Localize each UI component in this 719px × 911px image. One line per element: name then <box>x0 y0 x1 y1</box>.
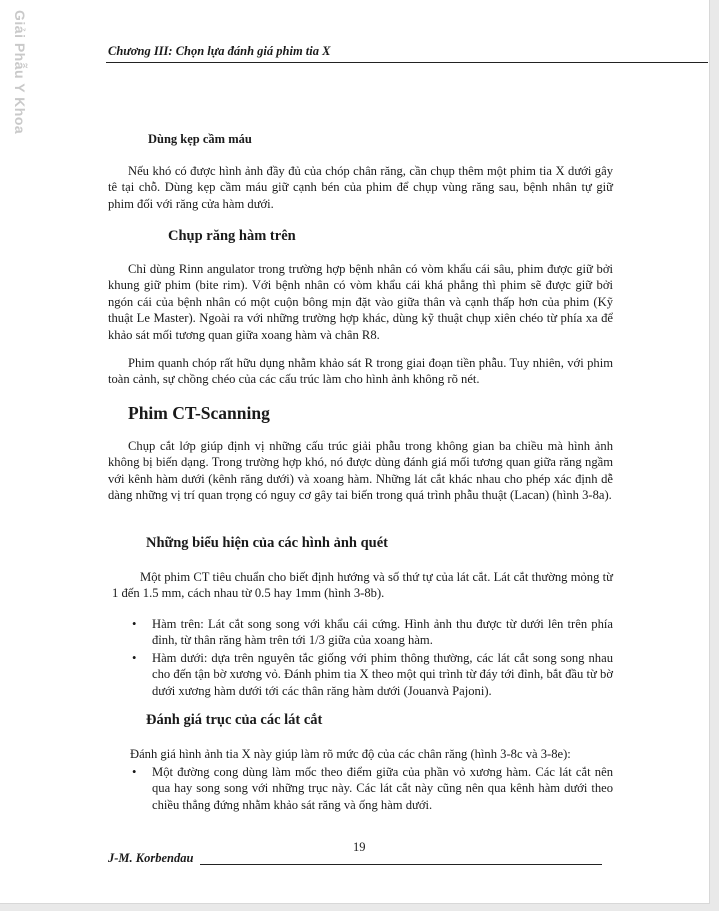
paragraph-clamp: Nếu khó có được hình ảnh đầy đủ của chóp chân răng, cần chụp thêm một phim tia X dưới gây tê tại chỗ. Dùng kẹp cầm máu giữ cạnh bén của phim để chụp vùng răng sau, bệnh nhân tự giữ phim đối với răng cửa hàm dưới. <box>108 164 613 211</box>
heading-slice-axis: Đánh giá trục của các lát cắt <box>146 712 323 728</box>
bullet-dot: • <box>132 765 137 779</box>
bullet-dot: • <box>132 650 137 665</box>
footer-rule <box>200 864 602 865</box>
paragraph-upper-jaw-2: Phim quanh chóp rất hữu dụng nhằm khảo sát R trong giai đoạn tiền phẫu. Tuy nhiên, với phim toàn cảnh, sự chồng chéo của các cấu trúc làm cho hình ảnh không rõ nét. <box>108 356 613 387</box>
list-item-text: Hàm trên: Lát cắt song song với khẩu cái cứng. Hình ảnh thu được từ dưới lên trên phía đỉnh, từ thân răng hàm trên tới 1/3 giữa của xoang hàm. <box>152 617 613 648</box>
footer-author: J-M. Korbendau <box>108 851 194 865</box>
header-rule <box>106 62 708 63</box>
watermark: Giải Phẫu Y Khoa <box>12 10 28 135</box>
heading-clamp: Dùng kẹp cầm máu <box>148 132 252 146</box>
list-item-text: Một đường cong dùng làm mốc theo điểm giữa của phần vỏ xương hàm. Các lát cắt nên qua hay song song với những trục này. Các lát cắt này cũng nên qua kênh hàm dưới theo chiều thẳng đứng nhằm khảo sát răng và ống hàm dưới. <box>152 765 613 812</box>
scan-bullet-list <box>130 616 613 700</box>
page-number: 19 <box>353 840 366 854</box>
paragraph-scan-images: Một phim CT tiêu chuẩn cho biết định hướng và số thứ tự của lát cắt. Lát cắt thường mỏng từ 1 đến 1.5 mm, cách nhau từ 0.5 hay 1mm (hình 3-8b). <box>112 570 613 601</box>
list-item <box>130 650 613 699</box>
bullet-dot: • <box>132 617 137 631</box>
list-item-text: Hàm dưới: dựa trên nguyên tắc giống với phim thông thường, các lát cắt song song nhau cho đến tận bờ xương vỏ. Đánh phim tia X theo một qui trình từ đáy tới đỉnh, bắt đầu từ bờ dưới xương hàm dưới tới các thân răng hàm dưới (Jouanvà Pajoni). <box>152 650 613 698</box>
axis-bullet-list <box>130 764 613 814</box>
paragraph-ct-scanning: Chụp cắt lớp giúp định vị những cấu trúc giải phẫu trong không gian ba chiều mà hình ảnh không bị biến dạng. Trong trường hợp khó, nó được dùng đánh giá mối tương quan giữa răng ngầm với kênh hàm dưới (kênh răng dưới) và xoang hàm. Những lát cắt khác nhau cho phép xác định dễ dàng những vị trí quan trọng có nguy cơ gây tai biến trong quá trình phẫu thuật (Lacan) (hình 3-8a). <box>108 439 613 503</box>
list-item <box>130 616 613 649</box>
paragraph-upper-jaw-1: Chỉ dùng Rinn angulator trong trường hợp bệnh nhân có vòm khẩu cái sâu, phim được giữ bởi khung giữ phim (bite rim). Với bệnh nhân có vòm khẩu cái khá phẳng thì phim sẽ được giữ bởi ngón cái của bệnh nhân có một cuộn bông mịn đặt vào giữa thân và cạnh thấp hơn của phim (Kỹ thuật Le Master). Ngoài ra với những trường hợp khác, dùng kỹ thuật chụp xiên chéo từ phía xa để khảo sát mối tương quan giữa xoang hàm và chân R8. <box>108 262 613 342</box>
heading-ct-scanning: Phim CT-Scanning <box>128 403 270 423</box>
running-header: Chương III: Chọn lựa đánh giá phim tia X <box>108 44 331 58</box>
heading-upper-jaw: Chụp răng hàm trên <box>168 228 296 244</box>
heading-scan-images: Những biểu hiện của các hình ảnh quét <box>146 535 388 551</box>
list-item <box>130 764 613 813</box>
paragraph-slice-axis: Đánh giá hình ảnh tia X này giúp làm rõ mức độ của các chân răng (hình 3-8c và 3-8e): <box>130 747 571 761</box>
